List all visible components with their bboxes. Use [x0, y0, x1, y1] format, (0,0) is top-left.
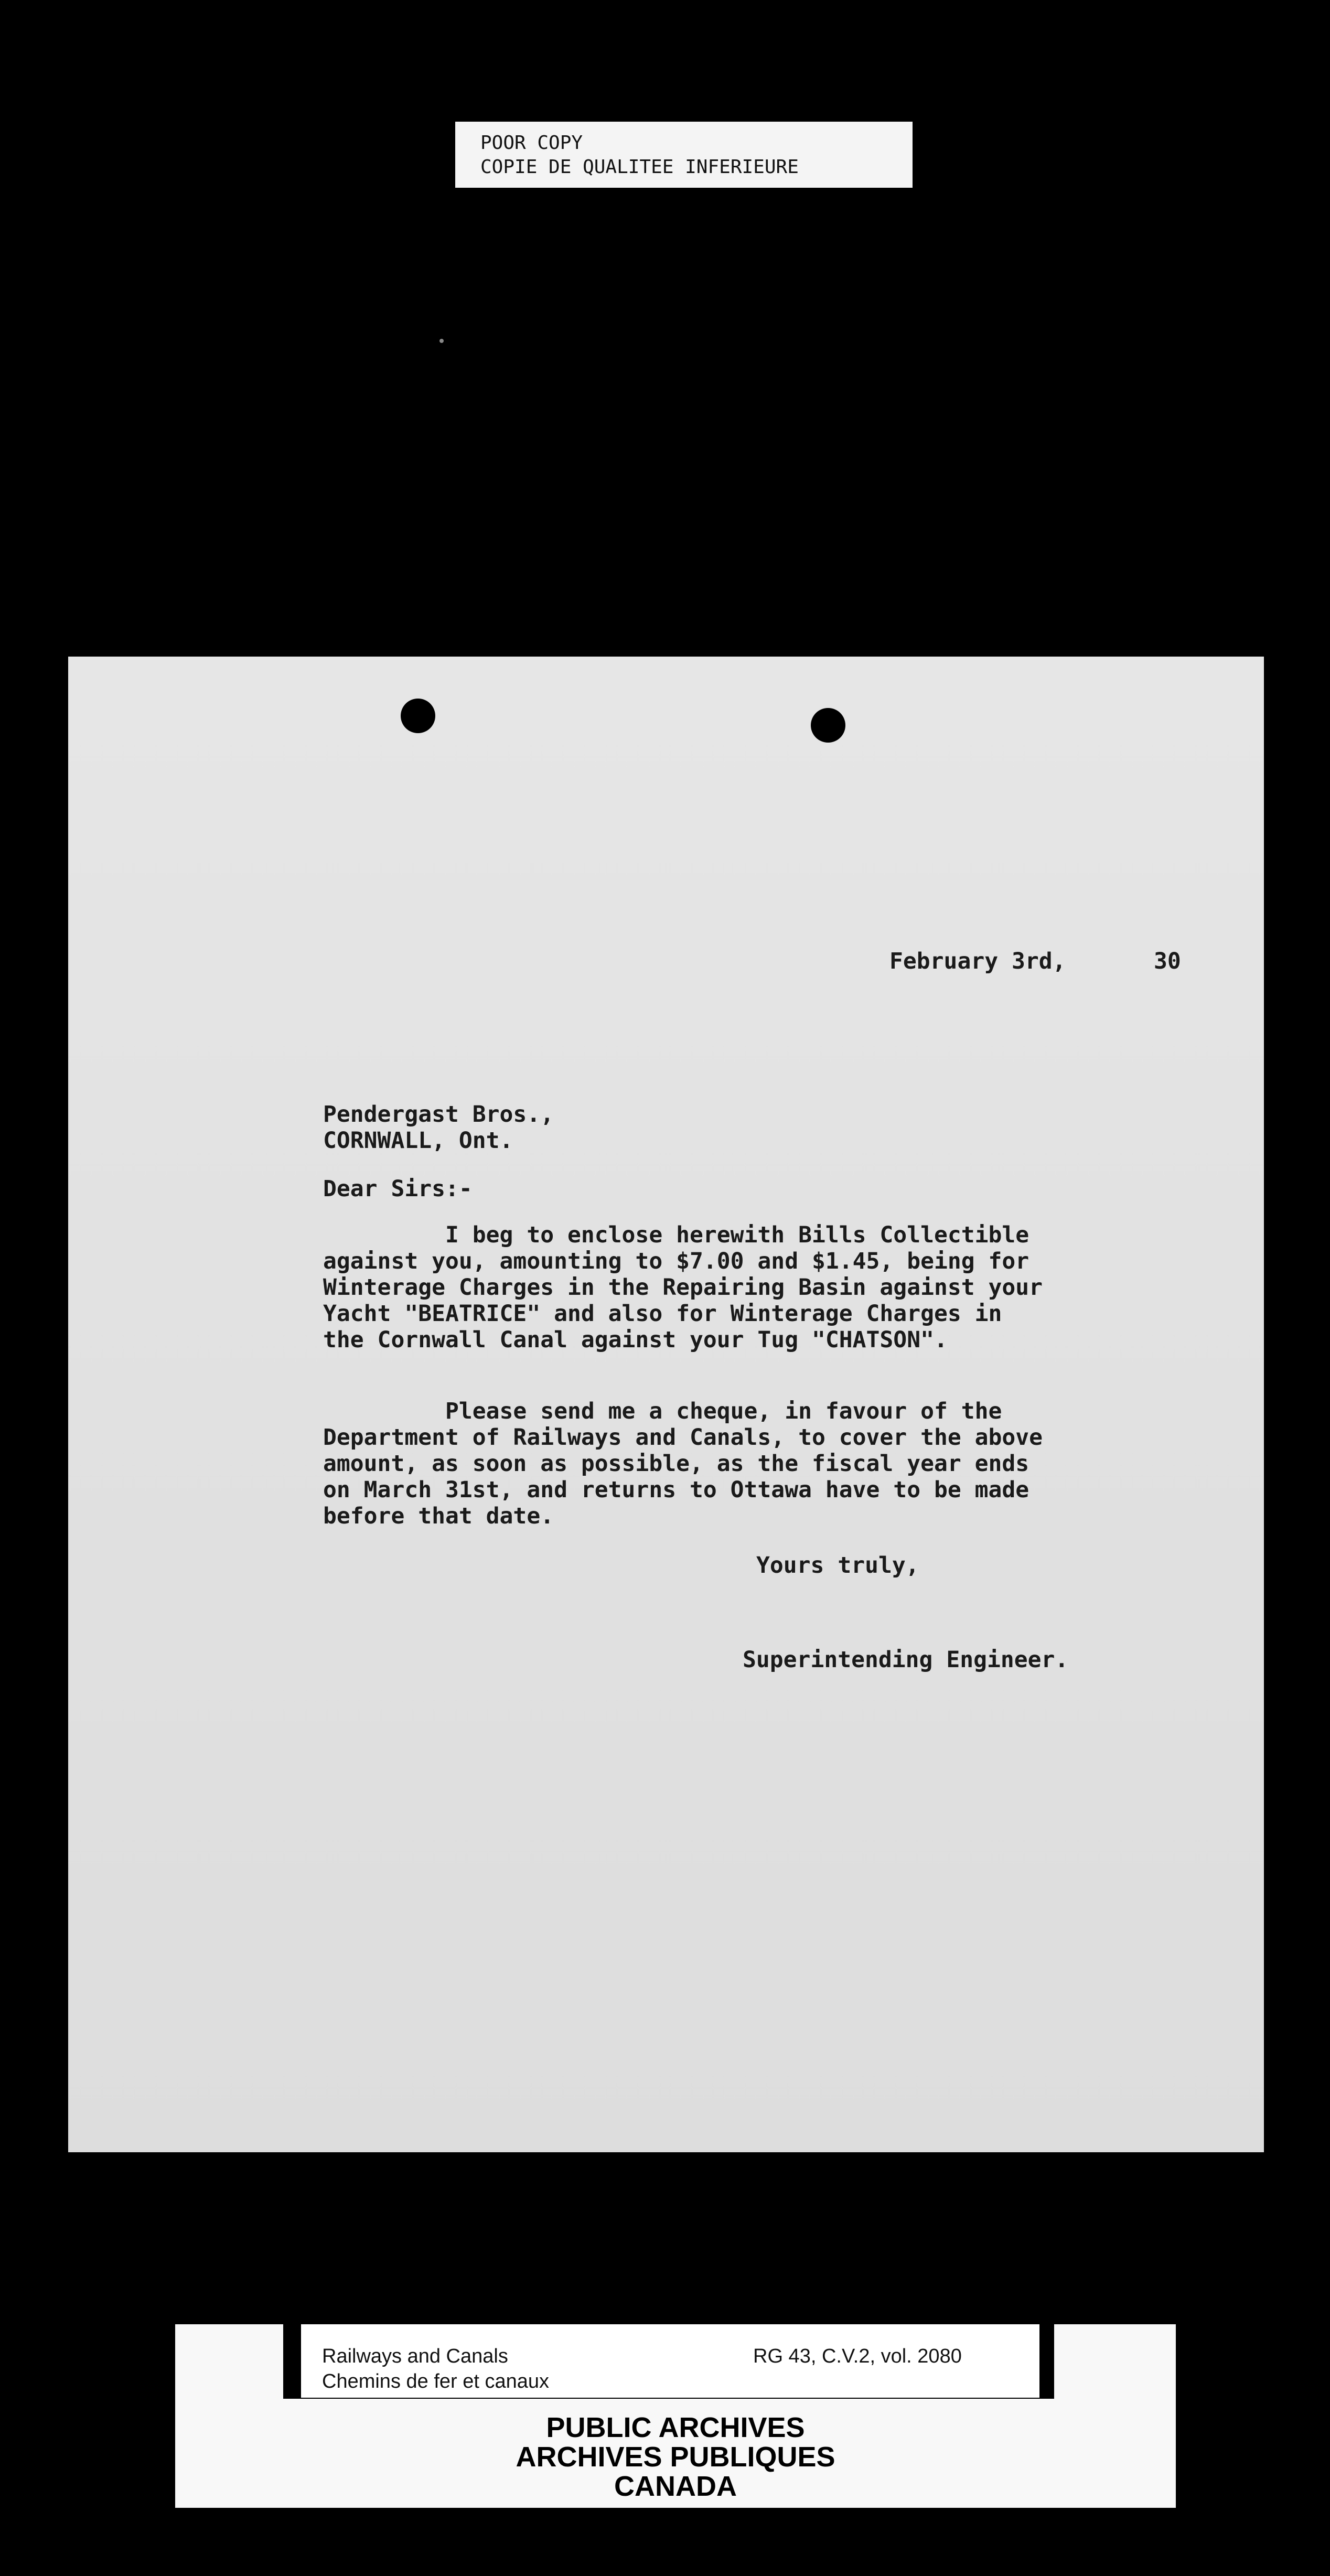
letter-date: February 3rd, [889, 948, 1066, 974]
archives-title-english: PUBLIC ARCHIVES [546, 2412, 805, 2443]
recipient-block [323, 1101, 554, 1154]
paragraph-1-line: against you, amounting to $7.00 and $1.45, being for [323, 1248, 1029, 1274]
punch-hole-right [811, 708, 845, 743]
body-paragraph-1 [323, 1222, 1043, 1353]
letter-sheet [68, 657, 1264, 2152]
archive-label [175, 2324, 1176, 2508]
signature-title: Superintending Engineer. [743, 1647, 1069, 1673]
department-french: Chemins de fer et canaux [322, 2370, 550, 2392]
paragraph-1-line: Yacht "BEATRICE" and also for Winterage Charges in [323, 1301, 1002, 1327]
paragraph-2-line: Please send me a cheque, in favour of the [323, 1398, 1002, 1424]
closing: Yours truly, [756, 1552, 919, 1579]
recipient-location: CORNWALL, Ont. [323, 1128, 513, 1154]
archives-title-french: ARCHIVES PUBLIQUES [516, 2441, 835, 2473]
recipient-name: Pendergast Bros., [323, 1101, 554, 1128]
body-paragraph-2 [323, 1398, 1043, 1529]
punch-hole-left [401, 699, 435, 733]
department-english: Railways and Canals [322, 2345, 508, 2367]
stamp-line-french: COPIE DE QUALITEE INFERIEURE [480, 156, 799, 178]
paragraph-2-line: on March 31st, and returns to Ottawa have to be made [323, 1477, 1029, 1503]
paragraph-1-line: Winterage Charges in the Repairing Basin against your [323, 1274, 1043, 1301]
archives-country: CANADA [614, 2471, 737, 2502]
paragraph-2-line: before that date. [323, 1503, 554, 1529]
salutation: Dear Sirs:- [323, 1176, 473, 1202]
paragraph-1-line: the Cornwall Canal against your Tug "CHATSON". [323, 1327, 948, 1353]
stamp-line-english: POOR COPY [480, 132, 583, 154]
archive-reference-number: RG 43, C.V.2, vol. 2080 [753, 2345, 962, 2367]
poor-copy-stamp [455, 122, 913, 188]
letter-date-year: 30 [1154, 948, 1181, 974]
film-speck [439, 339, 444, 343]
paragraph-2-line: Department of Railways and Canals, to cover the above [323, 1424, 1043, 1451]
paragraph-1-line: I beg to enclose herewith Bills Collectible [323, 1222, 1029, 1248]
paragraph-2-line: amount, as soon as possible, as the fiscal year ends [323, 1451, 1029, 1477]
